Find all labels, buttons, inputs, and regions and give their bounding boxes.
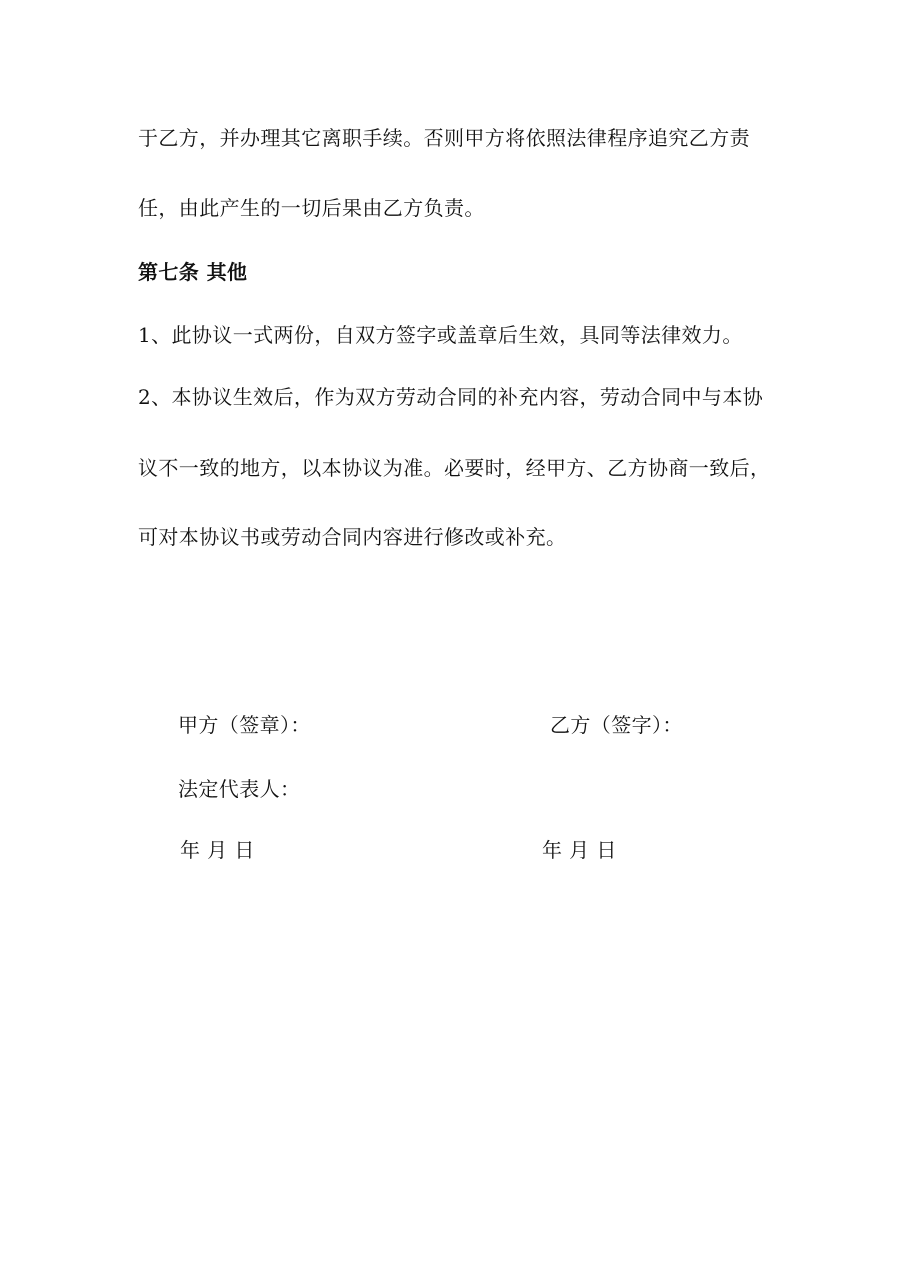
party-b-signature-label: 乙方（签字）： xyxy=(550,713,683,737)
party-b-date: 年 月 日 xyxy=(542,838,617,862)
article-7-clause-1: 1、此协议一式两份，自双方签字或盖章后生效，具同等法律效力。 xyxy=(138,323,743,347)
article-7-clause-2-line-1: 2、本协议生效后，作为双方劳动合同的补充内容，劳动合同中与本协 xyxy=(138,385,764,409)
continuation-line-2: 任，由此产生的一切后果由乙方负责。 xyxy=(138,196,485,220)
article-7-heading: 第七条 其他 xyxy=(138,260,248,284)
party-a-date: 年 月 日 xyxy=(180,838,255,862)
article-7-clause-2-line-3: 可对本协议书或劳动合同内容进行修改或补充。 xyxy=(138,525,567,549)
continuation-line-1: 于乙方，并办理其它离职手续。否则甲方将依照法律程序追究乙方责 xyxy=(138,126,750,150)
party-a-legal-representative: 法定代表人： xyxy=(178,777,301,801)
article-7-clause-2-line-2: 议不一致的地方，以本协议为准。必要时，经甲方、乙方协商一致后， xyxy=(138,456,771,480)
party-a-signature-label: 甲方（签章）： xyxy=(178,713,311,737)
